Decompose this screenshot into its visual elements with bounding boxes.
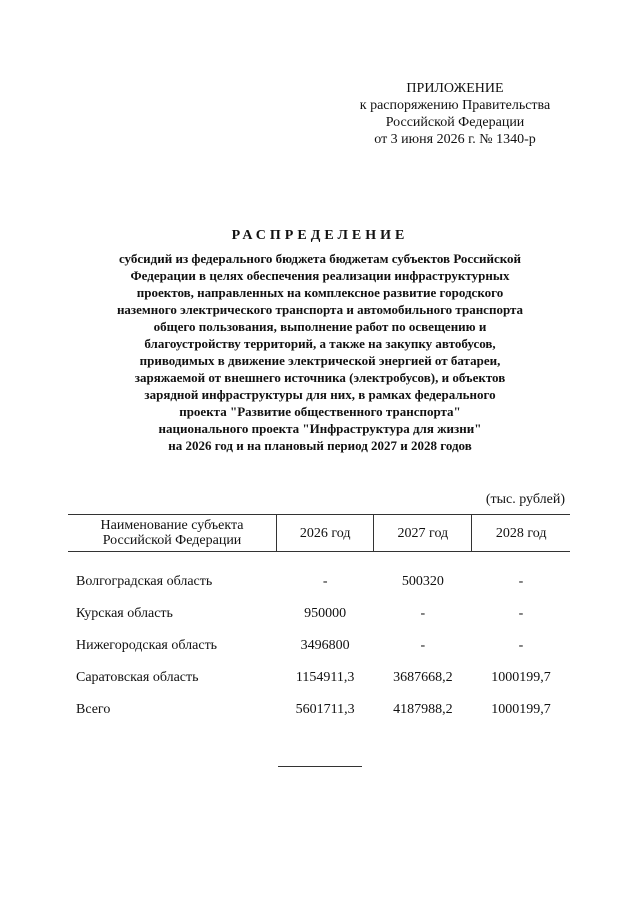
table-header-row [68,515,570,552]
region-name: Волгоградская область [76,574,213,589]
region-name: Нижегородская область [76,638,218,653]
value-2027: - [420,638,426,653]
total-2028: 1000199,7 [491,702,551,717]
total-label: Всего [76,702,111,717]
value-2026: 3496800 [300,638,350,653]
subtitle-line: общего пользования, выполнение работ по освещению и [153,319,487,334]
header-region: Наименование субъекта Российской Федерации [68,515,277,552]
region-name: Курская область [76,606,173,621]
value-2027: - [420,606,426,621]
subtitle-line: национального проекта "Инфраструктура для жизни" [158,421,482,436]
appendix-block [300,80,610,148]
subtitle-line: приводимых в движение электрической энергией от батареи, [139,353,501,368]
appendix-line: Российской Федерации [385,115,525,130]
subtitle-line: проекта "Развитие общественного транспорта" [179,404,461,419]
subtitle-line: наземного электрического транспорта и автомобильного транспорта [116,302,524,317]
subtitle-line: субсидий из федерального бюджета бюджетам субъектов Российской [118,251,522,266]
subtitle-line: на 2026 год и на плановый период 2027 и 2028 годов [168,438,472,453]
appendix-line: к распоряжению Правительства [359,98,551,113]
value-2026: 950000 [304,606,347,621]
region-name: Саратовская область [76,670,199,685]
table-row [68,598,570,630]
value-2027: 500320 [401,574,444,589]
value-2026: 1154911,3 [295,670,355,685]
value-2028: 1000199,7 [491,670,551,685]
table-row [68,662,570,694]
appendix-date: от 3 июня 2026 г. № 1340-р [374,132,536,147]
table-total-row [68,694,570,726]
subsidy-table [68,514,570,726]
header-2027: 2027 год [374,515,472,552]
header-2028: 2028 год [472,515,570,552]
value-2028: - [518,574,524,589]
total-2026: 5601711,3 [295,702,355,717]
total-2027: 4187988,2 [393,702,453,717]
document-subtitle [70,250,570,454]
units-label: (тыс. рублей) [485,492,565,507]
subtitle-line: зарядной инфраструктуры для них, в рамках федерального [144,387,496,402]
closing-divider [278,766,362,767]
table-row [68,552,570,599]
value-2026: - [322,574,328,589]
subtitle-line: проектов, направленных на комплексное развитие городского [136,285,504,300]
subtitle-line: заряжаемой от внешнего источника (электробусов), и объектов [134,370,506,385]
subtitle-line: Федерации в целях обеспечения реализации инфраструктурных [130,268,510,283]
value-2028: - [518,638,524,653]
document-heading: РАСПРЕДЕЛЕНИЕ [231,228,409,243]
value-2028: - [518,606,524,621]
appendix-title: ПРИЛОЖЕНИЕ [406,81,504,96]
value-2027: 3687668,2 [393,670,453,685]
table-row [68,630,570,662]
header-2026: 2026 год [277,515,374,552]
subtitle-line: благоустройству территорий, а также на закупку автобусов, [144,336,496,351]
